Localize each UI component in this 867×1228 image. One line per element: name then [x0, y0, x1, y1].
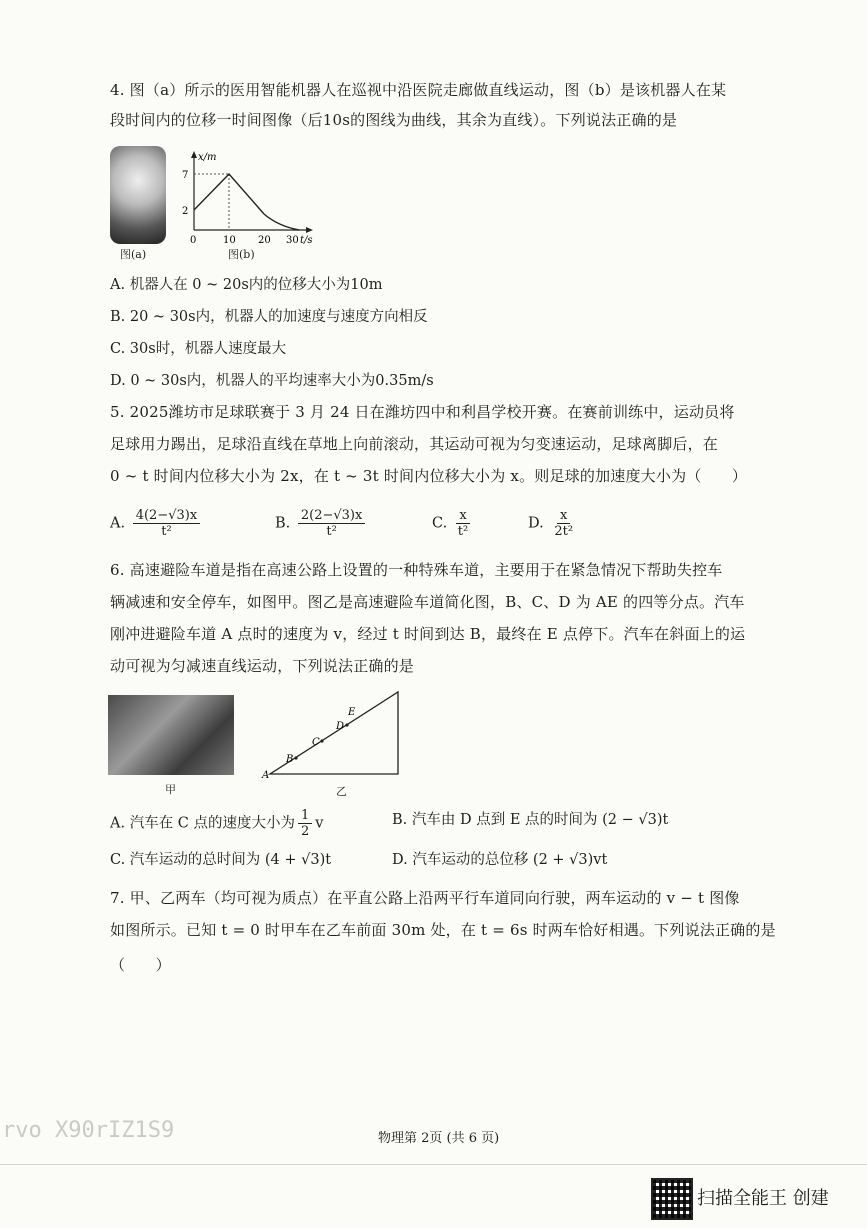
xt-curve-segment [264, 214, 299, 230]
q5-stem-line1: 5. 2025潍坊市足球联赛于 3 月 24 日在潍坊四中和利昌学校开赛。在赛前训练中，运动员将 [110, 403, 735, 421]
q5-d-numerator: x [557, 508, 570, 524]
q6-a-denominator: 2 [301, 824, 310, 839]
ramp-diagram [258, 688, 408, 783]
q4-option-b: B. 20 ~ 30s内，机器人的加速度与速度方向相反 [110, 309, 428, 325]
q7-stem-line1: 7. 甲、乙两车（均可视为质点）在平直公路上沿两平行车道同向行驶，两车运动的 v − t 图像 [110, 889, 740, 907]
q6-option-a-text: A. 汽车在 C 点的速度大小为 [110, 815, 296, 832]
qr-code [651, 1178, 693, 1220]
q5-option-b [275, 508, 368, 539]
q6-stem-line2: 辆减速和安全停车，如图甲。图乙是高速避险车道简化图，B、C、D 为 AE 的四等分点。汽车 [110, 593, 745, 611]
q5-option-b-fraction [298, 508, 365, 539]
q5-option-c [432, 508, 474, 539]
q6-option-b: B. 汽车由 D 点到 E 点的时间为 (2 − √3)t [392, 812, 669, 828]
q5-stem-line3: 0 ~ t 时间内位移大小为 2x，在 t ~ 3t 时间内位移大小为 x。则足球的加速度大小为（ ） [110, 467, 748, 485]
q5-a-denominator: t² [161, 524, 172, 539]
q5-option-a [110, 508, 203, 539]
x-axis-label: t/s [300, 235, 313, 246]
q4-stem-line2: 段时间内的位移一时间图像（后10s的图线为曲线，其余为直线）。下列说法正确的是 [110, 111, 678, 129]
y-tick-2: 2 [182, 206, 189, 217]
x-tick-10: 10 [223, 235, 236, 246]
label-e: E [348, 707, 356, 718]
point-c-dot [320, 739, 323, 742]
scanner-brand: 扫描全能王 创建 [697, 1188, 829, 1209]
y-axis-arrow [191, 151, 197, 158]
q5-option-a-label: A. [110, 515, 126, 532]
q7-stem-line2: 如图所示。已知 t = 0 时甲车在乙车前面 30m 处，在 t = 6s 时两车恰好相遇。下列说法正确的是 [110, 921, 776, 939]
label-d: D [336, 721, 345, 732]
q6-stem-line3: 刚冲进避险车道 A 点时的速度为 v，经过 t 时间到达 B，最终在 E 点停下。汽车在斜面上的运 [110, 625, 746, 643]
q4-option-c: C. 30s时，机器人速度最大 [110, 341, 287, 357]
q6-stem-line4: 动可视为匀减速直线运动，下列说法正确的是 [110, 657, 415, 675]
q5-option-d [528, 508, 579, 539]
q5-option-a-fraction [133, 508, 200, 539]
q6-option-c: C. 汽车运动的总时间为 (4 + √3)t [110, 852, 332, 868]
point-b-dot [294, 756, 297, 759]
q5-d-denominator: 2t² [554, 524, 574, 539]
x-tick-30: 30 [286, 235, 299, 246]
label-c: C [312, 737, 320, 748]
q5-c-denominator: t² [457, 524, 469, 539]
q6-a-numerator: 1 [298, 808, 312, 824]
faint-stamp-text: rvo X90rIZ1S9 [2, 1118, 175, 1143]
label-b: B [286, 754, 294, 765]
q4-option-d: D. 0 ~ 30s内，机器人的平均速率大小为0.35m/s [110, 373, 434, 389]
q7-stem-line3: （ ） [110, 956, 171, 974]
runaway-ramp-photo [108, 695, 234, 775]
q5-b-numerator: 2(2−√3)x [298, 508, 365, 524]
x-tick-0: 0 [190, 235, 197, 246]
y-tick-7: 7 [182, 170, 189, 181]
fig-a-caption: 图(a) [120, 248, 147, 261]
footer-divider [0, 1164, 867, 1165]
point-d-dot [345, 723, 348, 726]
label-a: A [262, 770, 270, 781]
q6-stem-line1: 6. 高速避险车道是指在高速公路上设置的一种特殊车道，主要用于在紧急情况下帮助失控车 [110, 561, 723, 579]
fig-yi-caption: 乙 [336, 785, 347, 798]
q6-option-a-fraction [298, 808, 312, 839]
q6-option-d: D. 汽车运动的总位移 (2 + √3)vt [392, 852, 608, 868]
q4-stem-line1: 4. 图（a）所示的医用智能机器人在巡视中沿医院走廊做直线运动，图（b）是该机器人在某 [110, 81, 727, 99]
q5-a-numerator: 4(2−√3)x [133, 508, 200, 524]
q5-b-denominator: t² [326, 524, 337, 539]
fig-b-caption: 图(b) [228, 248, 255, 261]
q6-option-a [110, 808, 324, 839]
q5-option-c-fraction [455, 508, 471, 539]
fig-jia-caption: 甲 [165, 783, 176, 796]
q4-xt-graph [178, 148, 318, 248]
q5-stem-line2: 足球用力踢出，足球沿直线在草地上向前滚动，其运动可视为匀变速运动，足球离脚后，在 [110, 435, 719, 453]
q5-option-d-label: D. [528, 515, 544, 532]
q6-option-a-unit: v [315, 815, 324, 832]
page-number: 物理第 2页 (共 6 页) [378, 1131, 500, 1146]
x-tick-20: 20 [258, 235, 271, 246]
robot-photo [110, 146, 166, 244]
q5-option-d-fraction [551, 508, 576, 539]
y-axis-label: x/m [198, 152, 217, 163]
q4-option-a: A. 机器人在 0 ~ 20s内的位移大小为10m [110, 277, 383, 293]
q5-option-b-label: B. [275, 515, 291, 532]
q5-option-c-label: C. [432, 515, 448, 532]
x-axis-arrow [306, 227, 313, 233]
q5-c-numerator: x [456, 508, 469, 524]
